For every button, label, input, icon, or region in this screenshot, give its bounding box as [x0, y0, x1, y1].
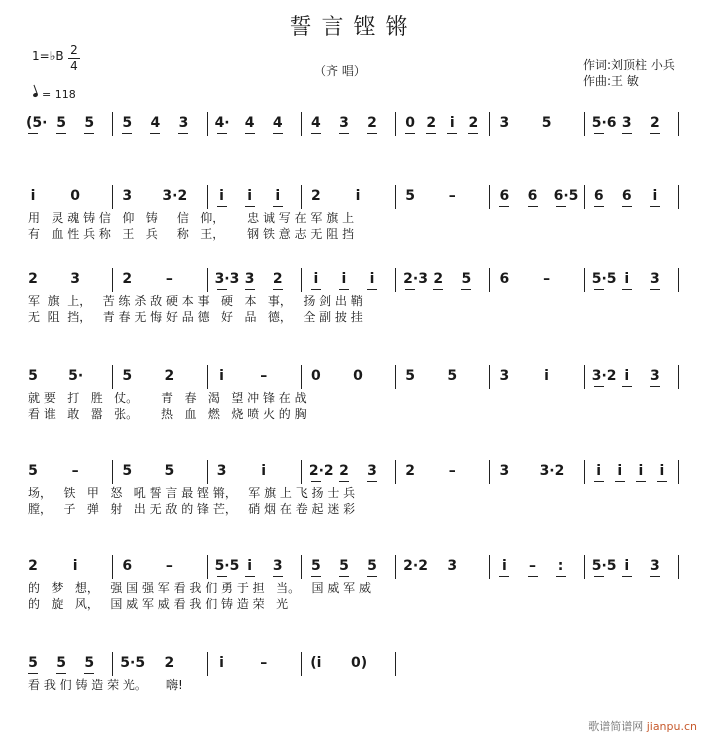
measure [586, 112, 680, 134]
note: i [355, 188, 361, 204]
lyric-text: 就 要 打 胜 仗。 青 春 渴 望 冲 锋 在 战 [28, 391, 307, 405]
note: i [655, 463, 669, 479]
measure [114, 268, 208, 290]
note: i [592, 463, 606, 479]
note: 3 [499, 115, 510, 131]
note: 5 [122, 463, 133, 479]
note: i [634, 463, 648, 479]
bar-line [584, 555, 585, 579]
note: i [544, 368, 549, 384]
note: 3·2 [539, 463, 565, 479]
measure [20, 365, 114, 387]
note: 3 [499, 368, 510, 384]
note: 3 [243, 271, 257, 287]
bar-line [678, 555, 679, 579]
measure [491, 365, 585, 387]
note: 5·6 [591, 115, 617, 131]
measure [303, 652, 397, 674]
note: 2 [164, 655, 175, 671]
note: 2 [365, 115, 379, 131]
measure [114, 460, 208, 482]
note: 4 [309, 115, 323, 131]
watermark-site: 歌谱简谱网 [588, 720, 644, 733]
note: i [620, 271, 634, 287]
note: 2·2 [403, 558, 428, 574]
lyric-text: 军 旗 上， 苦 练 杀 敌 硬 本 事 硬 本 事， 扬 剑 出 鞘 [28, 294, 363, 308]
note: 5 [54, 115, 68, 131]
note: 5·5 [214, 558, 240, 574]
bar-line [112, 460, 113, 484]
bar-line [207, 112, 208, 136]
lyric-text: 的 梦 想， 强 国 强 军 看 我 们 勇 于 担 当。 国 威 军 威 [28, 581, 371, 595]
bar-line [207, 460, 208, 484]
note: i [215, 188, 229, 204]
measure [491, 185, 585, 207]
note: 0 [403, 115, 417, 131]
note: 0 [70, 188, 81, 204]
note: i [445, 115, 459, 131]
note: (5· [26, 115, 48, 131]
note: – [526, 558, 540, 574]
note: 5 [459, 271, 473, 287]
note: 5 [405, 368, 416, 384]
note: 2 [28, 558, 38, 574]
note: 5 [337, 558, 351, 574]
note: 2 [310, 188, 321, 204]
note: i [497, 558, 511, 574]
measure [586, 365, 680, 387]
bar-line [395, 555, 396, 579]
note: 2 [405, 463, 416, 479]
bar-line [395, 365, 396, 389]
measure [397, 460, 491, 482]
note: i [271, 188, 285, 204]
lyric-text: 看 谁 敢 嚣 张。 热 血 燃 烧 喷 火 的 胸 [28, 407, 307, 421]
note: 3 [70, 271, 81, 287]
bar-line [395, 460, 396, 484]
note: i [620, 558, 634, 574]
bar-line [207, 268, 208, 292]
note: i [648, 188, 662, 204]
note: 5·5 [591, 558, 617, 574]
note: 0 [353, 368, 363, 384]
bar-line [489, 268, 490, 292]
measure [491, 268, 585, 290]
measure [209, 555, 303, 577]
note: 3 [447, 558, 458, 574]
note: 3 [122, 188, 133, 204]
note: 3 [648, 558, 662, 574]
note: i [365, 271, 379, 287]
note: 6 [122, 558, 133, 574]
bar-line [301, 460, 302, 484]
lyric-text: 膛， 子 弹 射 出 无 敌 的 锋 芒， 硝 烟 在 卷 起 迷 彩 [28, 502, 356, 516]
notation-line [20, 365, 690, 387]
note: – [543, 271, 551, 287]
measure [586, 460, 680, 482]
note: 4· [214, 115, 230, 131]
note: 2 [164, 368, 175, 384]
note: 5 [122, 368, 133, 384]
tempo-value: = 118 [42, 88, 76, 101]
note: – [165, 558, 173, 574]
measure [20, 268, 114, 290]
bar-line [207, 365, 208, 389]
bar-line [301, 112, 302, 136]
note: 2 [431, 271, 445, 287]
time-signature-top: 2 [70, 43, 78, 57]
notation-line [20, 555, 690, 577]
measure [586, 268, 680, 290]
measure [491, 555, 585, 577]
note: 2·2 [308, 463, 334, 479]
note: 3 [271, 558, 285, 574]
note: 3 [648, 271, 662, 287]
measure [303, 112, 397, 134]
note: 3 [176, 115, 190, 131]
measure [303, 365, 397, 387]
note: 4 [271, 115, 285, 131]
bar-line [489, 112, 490, 136]
measure [20, 185, 114, 207]
bar-line [395, 652, 396, 676]
note: i [613, 463, 627, 479]
measure [397, 555, 491, 577]
note: 5 [405, 188, 416, 204]
lyric-line [20, 500, 690, 516]
note: i [72, 558, 78, 574]
note: 5 [28, 463, 38, 479]
lyric-line [20, 405, 690, 421]
note: i [30, 188, 36, 204]
bar-line [678, 112, 679, 136]
note: 6 [526, 188, 540, 204]
note: – [165, 271, 173, 287]
note: 5·5 [120, 655, 146, 671]
note: – [260, 655, 268, 671]
measure [397, 365, 491, 387]
measure [209, 460, 303, 482]
note: 4 [243, 115, 257, 131]
lyric-line [20, 225, 690, 241]
note: – [448, 188, 456, 204]
note: 6·5 [553, 188, 579, 204]
note: 3·3 [214, 271, 240, 287]
lyric-line [20, 209, 690, 225]
lyric-line [20, 308, 690, 324]
lyric-line [20, 484, 690, 500]
bar-line [584, 460, 585, 484]
bar-line [489, 365, 490, 389]
bar-line [489, 185, 490, 209]
lyric-text: 看 我 们 铸 造 荣 光。 嗨! [28, 678, 183, 692]
note: 6 [592, 188, 606, 204]
measure [303, 460, 397, 482]
note: i [243, 188, 257, 204]
measure [209, 652, 303, 674]
bar-line [301, 268, 302, 292]
measure [20, 112, 114, 134]
notation-line [20, 460, 690, 482]
note: 3 [620, 115, 634, 131]
measure [586, 185, 680, 207]
bar-line [112, 268, 113, 292]
measure [20, 460, 114, 482]
performance-style: （齐 唱） [314, 64, 366, 78]
key-signature: 1=♭B [32, 49, 64, 63]
note: i [219, 368, 224, 384]
bar-line [112, 652, 113, 676]
bar-line [678, 365, 679, 389]
note: i [337, 271, 351, 287]
measure [209, 185, 303, 207]
measure [303, 185, 397, 207]
lyric-line [20, 292, 690, 308]
notation-line [20, 268, 690, 290]
lyric-text: 用 灵 魂 铸 信 仰 铸 信 仰， 忠 诚 写 在 军 旗 上 [28, 211, 355, 225]
measure [114, 112, 208, 134]
measure [397, 185, 491, 207]
note: : [554, 558, 568, 574]
note: 5· [68, 368, 84, 384]
bar-line [678, 185, 679, 209]
note: 0 [310, 368, 321, 384]
measure [491, 112, 585, 134]
bar-line [395, 185, 396, 209]
note: 3·2 [591, 368, 617, 384]
bar-line [112, 555, 113, 579]
watermark [588, 718, 697, 734]
note: – [260, 368, 268, 384]
measure [397, 268, 491, 290]
note: 5 [309, 558, 323, 574]
bar-line [207, 652, 208, 676]
measure [303, 268, 397, 290]
lyric-text: 的 旋 风， 国 威 军 威 看 我 们 铸 造 荣 光 [28, 597, 289, 611]
bar-line [489, 460, 490, 484]
bar-line [112, 185, 113, 209]
note: 2 [28, 271, 38, 287]
note: i [620, 368, 634, 384]
lyricist-credit: 作词:刘顶柱 小兵 [583, 58, 675, 72]
measure [114, 555, 208, 577]
measure [586, 555, 680, 577]
note: 2 [424, 115, 438, 131]
note: 3 [648, 368, 662, 384]
lyric-line [20, 389, 690, 405]
note: 3·2 [162, 188, 188, 204]
note: i [243, 558, 257, 574]
bar-line [584, 112, 585, 136]
notation-line [20, 652, 690, 674]
note: – [71, 463, 79, 479]
measure [114, 185, 208, 207]
note: 2·3 [403, 271, 428, 287]
lyric-line [20, 579, 690, 595]
note: 2 [122, 271, 133, 287]
note: 5 [120, 115, 134, 131]
measure [20, 555, 114, 577]
notation-line [20, 112, 690, 134]
measure [209, 112, 303, 134]
note: 5 [82, 655, 96, 671]
note: 5·5 [591, 271, 617, 287]
note: 4 [148, 115, 162, 131]
measure [491, 460, 585, 482]
watermark-url: jianpu.cn [646, 720, 697, 733]
note: 6 [499, 271, 510, 287]
song-title: 誓言铿锵 [289, 15, 418, 40]
note: 3 [365, 463, 379, 479]
note: 5 [541, 115, 552, 131]
note: 5 [28, 368, 38, 384]
note: 2 [648, 115, 662, 131]
note: i [261, 463, 267, 479]
bar-line [678, 268, 679, 292]
note: – [448, 463, 456, 479]
lyric-line [20, 676, 690, 692]
note: (i [310, 655, 322, 671]
measure [114, 652, 208, 674]
note: i [219, 655, 224, 671]
lyric-text: 有 血 性 兵 称 王 兵 称 王， 钢 铁 意 志 无 阻 挡 [28, 227, 355, 241]
note: 6 [497, 188, 511, 204]
note: 5 [447, 368, 458, 384]
note: 3 [337, 115, 351, 131]
lyric-text: 场， 铁 甲 怒 吼 誓 言 最 铿 锵， 军 旗 上 飞 扬 士 兵 [28, 486, 356, 500]
bar-line [207, 185, 208, 209]
bar-line [489, 555, 490, 579]
bar-line [112, 112, 113, 136]
bar-line [395, 268, 396, 292]
measure [114, 365, 208, 387]
bar-line [584, 268, 585, 292]
notation-line [20, 185, 690, 207]
measure [397, 112, 491, 134]
note: 2 [337, 463, 351, 479]
note: i [309, 271, 323, 287]
bar-line [301, 365, 302, 389]
measure [20, 652, 114, 674]
bar-line [584, 365, 585, 389]
bar-line [301, 555, 302, 579]
bar-line [584, 185, 585, 209]
note: 3 [499, 463, 510, 479]
lyric-text: 无 阻 挡， 青 春 无 悔 好 品 德 好 品 德， 全 副 披 挂 [28, 310, 363, 324]
lyric-line [20, 595, 690, 611]
measure [209, 268, 303, 290]
measure [209, 365, 303, 387]
note: 0) [350, 655, 368, 671]
bar-line [678, 460, 679, 484]
note: 6 [620, 188, 634, 204]
bar-line [207, 555, 208, 579]
time-signature-bottom: 4 [70, 59, 78, 73]
note: 2 [466, 115, 480, 131]
bar-line [301, 185, 302, 209]
bar-line [395, 112, 396, 136]
note: 5 [54, 655, 68, 671]
note: 3 [216, 463, 227, 479]
composer-credit: 作曲:王 敏 [583, 74, 639, 88]
bar-line [112, 365, 113, 389]
bar-line [301, 652, 302, 676]
note: 5 [365, 558, 379, 574]
note: 2 [271, 271, 285, 287]
measure [303, 555, 397, 577]
note: 5 [82, 115, 96, 131]
note: 5 [164, 463, 175, 479]
note: 5 [26, 655, 40, 671]
